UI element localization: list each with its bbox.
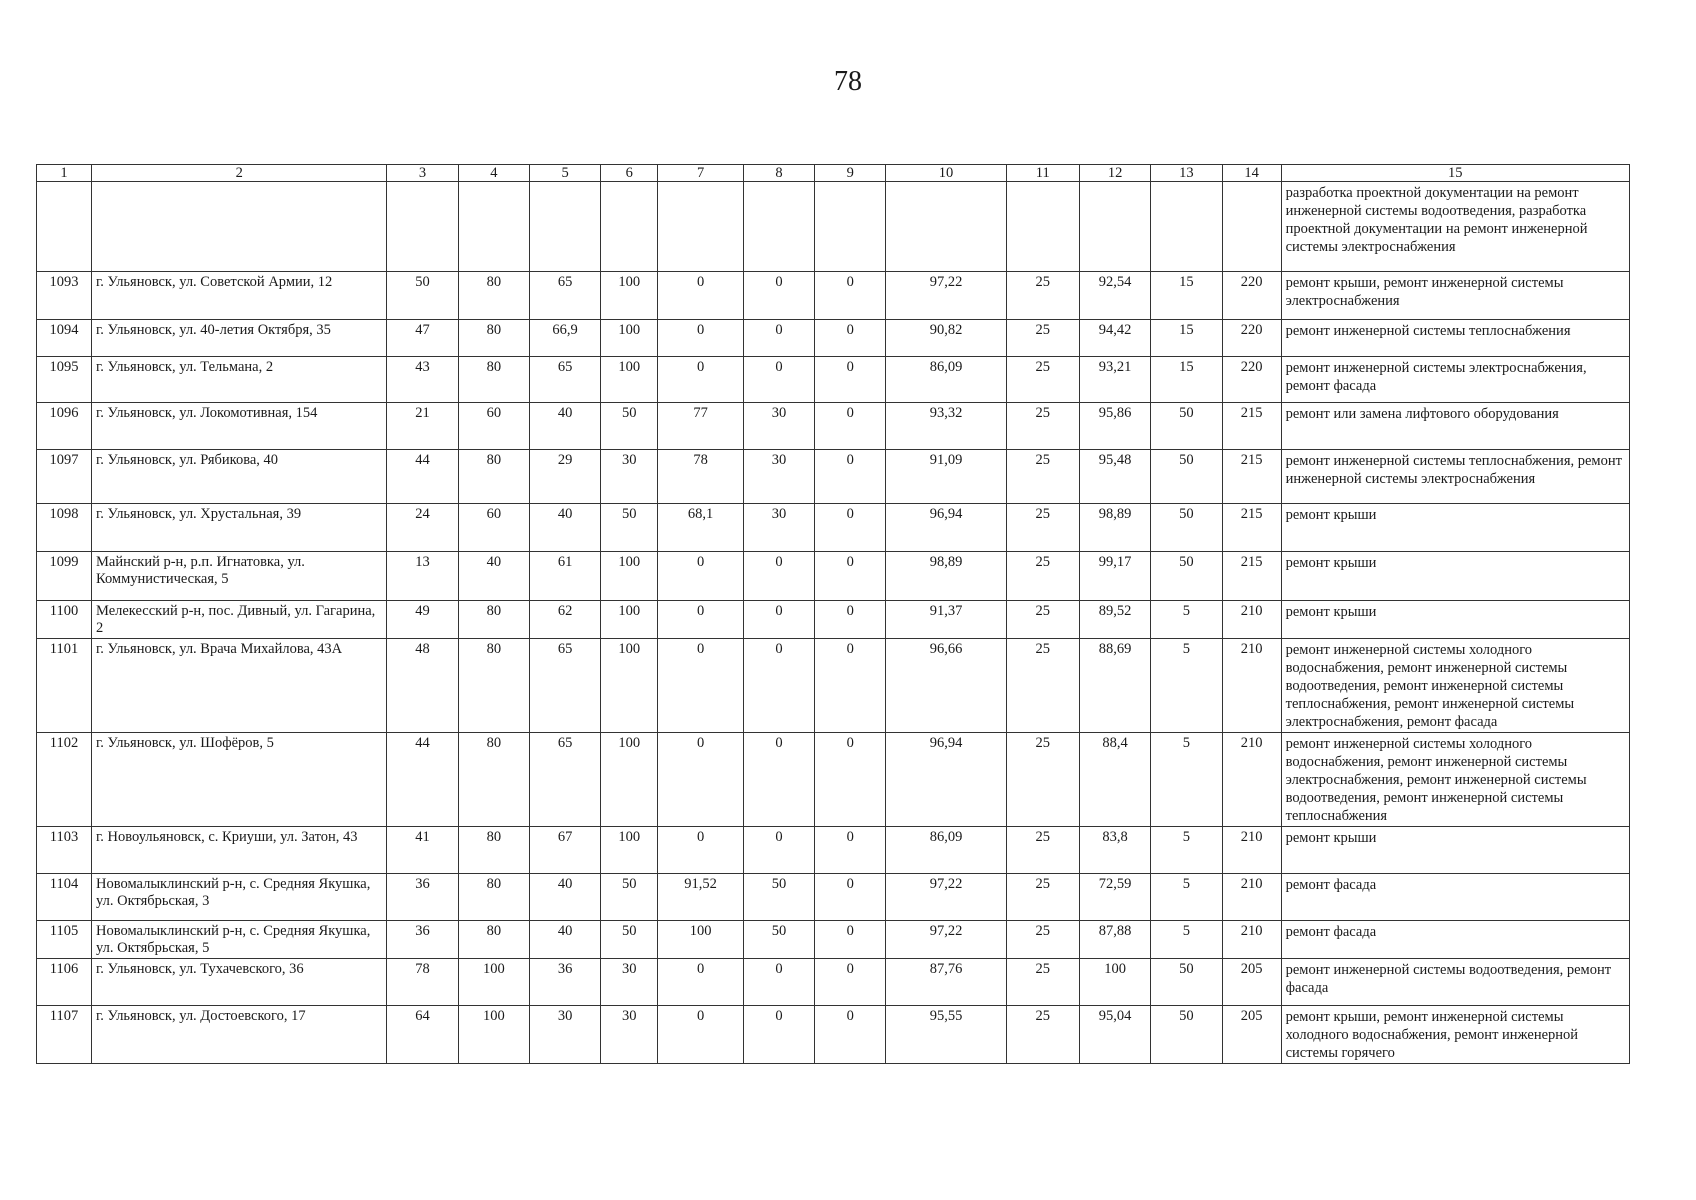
- value-cell: 50: [601, 403, 658, 450]
- value-cell: 210: [1222, 874, 1281, 921]
- value-cell: 5: [1151, 601, 1222, 639]
- value-cell: 210: [1222, 733, 1281, 827]
- value-cell: 0: [658, 601, 744, 639]
- value-cell: 72,59: [1079, 874, 1150, 921]
- address-cell: Майнский р-н, р.п. Игнатовка, ул. Коммунистическая, 5: [92, 552, 387, 601]
- value-cell: 0: [815, 921, 886, 959]
- value-cell: 60: [458, 504, 529, 552]
- value-cell: 0: [815, 320, 886, 357]
- address-cell: г. Ульяновск, ул. Тельмана, 2: [92, 357, 387, 403]
- value-cell: 25: [1006, 874, 1079, 921]
- value-cell: 97,22: [886, 874, 1006, 921]
- value-cell: 0: [815, 959, 886, 1006]
- value-cell: 86,09: [886, 357, 1006, 403]
- value-cell: 48: [387, 639, 458, 733]
- value-cell: [743, 182, 814, 272]
- address-cell: г. Новоульяновск, с. Криуши, ул. Затон, 43: [92, 827, 387, 874]
- row-number-cell: 1095: [37, 357, 92, 403]
- value-cell: 66,9: [529, 320, 600, 357]
- column-header: 7: [658, 165, 744, 182]
- value-cell: 87,88: [1079, 921, 1150, 959]
- row-number-cell: 1097: [37, 450, 92, 504]
- value-cell: 5: [1151, 639, 1222, 733]
- value-cell: 30: [601, 1006, 658, 1064]
- value-cell: [658, 182, 744, 272]
- value-cell: 5: [1151, 921, 1222, 959]
- table-row: [37, 601, 1630, 639]
- value-cell: 67: [529, 827, 600, 874]
- value-cell: 0: [658, 733, 744, 827]
- row-number-cell: 1102: [37, 733, 92, 827]
- value-cell: 80: [458, 357, 529, 403]
- column-header: 3: [387, 165, 458, 182]
- value-cell: 25: [1006, 320, 1079, 357]
- works-cell: ремонт инженерной системы холодного водоснабжения, ремонт инженерной системы водоотведения, ремонт инженерной системы теплоснабжения, ремонт инженерной системы электроснабжения, ремонт фасада: [1281, 639, 1629, 733]
- column-header: 6: [601, 165, 658, 182]
- value-cell: 215: [1222, 504, 1281, 552]
- value-cell: 91,09: [886, 450, 1006, 504]
- value-cell: 40: [529, 921, 600, 959]
- value-cell: 49: [387, 601, 458, 639]
- value-cell: 80: [458, 733, 529, 827]
- value-cell: 0: [658, 1006, 744, 1064]
- column-header: 10: [886, 165, 1006, 182]
- value-cell: 220: [1222, 320, 1281, 357]
- row-number-cell: 1096: [37, 403, 92, 450]
- value-cell: 0: [815, 1006, 886, 1064]
- value-cell: 47: [387, 320, 458, 357]
- table-row: [37, 504, 1630, 552]
- value-cell: 95,55: [886, 1006, 1006, 1064]
- address-cell: г. Ульяновск, ул. Рябикова, 40: [92, 450, 387, 504]
- column-header: 11: [1006, 165, 1079, 182]
- value-cell: [815, 182, 886, 272]
- value-cell: 15: [1151, 320, 1222, 357]
- value-cell: 64: [387, 1006, 458, 1064]
- value-cell: 60: [458, 403, 529, 450]
- value-cell: 0: [743, 959, 814, 1006]
- value-cell: 220: [1222, 272, 1281, 320]
- value-cell: 25: [1006, 921, 1079, 959]
- column-header: 4: [458, 165, 529, 182]
- value-cell: 83,8: [1079, 827, 1150, 874]
- value-cell: 80: [458, 601, 529, 639]
- value-cell: 25: [1006, 504, 1079, 552]
- value-cell: 0: [815, 733, 886, 827]
- works-cell: разработка проектной документации на ремонт инженерной системы водоотведения, разработка проектной документации на ремонт инженерной системы электроснабжения: [1281, 182, 1629, 272]
- value-cell: 210: [1222, 827, 1281, 874]
- address-cell: г. Ульяновск, ул. Врача Михайлова, 43А: [92, 639, 387, 733]
- table-row: [37, 921, 1630, 959]
- value-cell: 0: [815, 601, 886, 639]
- value-cell: 97,22: [886, 272, 1006, 320]
- value-cell: 96,94: [886, 733, 1006, 827]
- value-cell: 220: [1222, 357, 1281, 403]
- value-cell: 80: [458, 827, 529, 874]
- column-header: 2: [92, 165, 387, 182]
- value-cell: 0: [658, 639, 744, 733]
- column-header: 5: [529, 165, 600, 182]
- value-cell: [1222, 182, 1281, 272]
- value-cell: 65: [529, 733, 600, 827]
- value-cell: 100: [601, 357, 658, 403]
- value-cell: [1151, 182, 1222, 272]
- value-cell: 15: [1151, 357, 1222, 403]
- value-cell: 100: [601, 827, 658, 874]
- value-cell: 43: [387, 357, 458, 403]
- value-cell: 24: [387, 504, 458, 552]
- value-cell: 21: [387, 403, 458, 450]
- value-cell: 50: [1151, 1006, 1222, 1064]
- table-row: [37, 639, 1630, 733]
- address-cell: г. Ульяновск, ул. Шофёров, 5: [92, 733, 387, 827]
- value-cell: 0: [815, 874, 886, 921]
- value-cell: 0: [743, 320, 814, 357]
- value-cell: 88,4: [1079, 733, 1150, 827]
- value-cell: 0: [815, 403, 886, 450]
- value-cell: 36: [387, 921, 458, 959]
- value-cell: 50: [1151, 552, 1222, 601]
- value-cell: 0: [743, 1006, 814, 1064]
- address-cell: г. Ульяновск, ул. 40-летия Октября, 35: [92, 320, 387, 357]
- address-cell: Новомалыклинский р-н, с. Средняя Якушка, ул. Октябрьская, 5: [92, 921, 387, 959]
- value-cell: 100: [601, 639, 658, 733]
- value-cell: 98,89: [886, 552, 1006, 601]
- value-cell: [1079, 182, 1150, 272]
- works-cell: ремонт или замена лифтового оборудования: [1281, 403, 1629, 450]
- value-cell: 215: [1222, 552, 1281, 601]
- row-number-cell: 1100: [37, 601, 92, 639]
- row-number-cell: [37, 182, 92, 272]
- value-cell: 0: [743, 827, 814, 874]
- value-cell: 65: [529, 272, 600, 320]
- value-cell: 100: [601, 272, 658, 320]
- value-cell: 94,42: [1079, 320, 1150, 357]
- value-cell: 68,1: [658, 504, 744, 552]
- value-cell: 5: [1151, 733, 1222, 827]
- value-cell: [601, 182, 658, 272]
- column-header: 14: [1222, 165, 1281, 182]
- value-cell: 100: [601, 552, 658, 601]
- value-cell: 61: [529, 552, 600, 601]
- table-row: [37, 874, 1630, 921]
- value-cell: 65: [529, 357, 600, 403]
- works-cell: ремонт крыши, ремонт инженерной системы холодного водоснабжения, ремонт инженерной системы горячего: [1281, 1006, 1629, 1064]
- table-row: [37, 959, 1630, 1006]
- table-row: [37, 733, 1630, 827]
- value-cell: 89,52: [1079, 601, 1150, 639]
- value-cell: 205: [1222, 1006, 1281, 1064]
- table-row: [37, 450, 1630, 504]
- row-number-cell: 1106: [37, 959, 92, 1006]
- value-cell: 30: [601, 450, 658, 504]
- value-cell: 0: [815, 504, 886, 552]
- value-cell: 93,32: [886, 403, 1006, 450]
- address-cell: Новомалыклинский р-н, с. Средняя Якушка, ул. Октябрьская, 3: [92, 874, 387, 921]
- value-cell: 0: [743, 552, 814, 601]
- value-cell: 91,52: [658, 874, 744, 921]
- value-cell: 25: [1006, 272, 1079, 320]
- works-cell: ремонт инженерной системы водоотведения, ремонт фасада: [1281, 959, 1629, 1006]
- registry-table: [36, 164, 1630, 1064]
- value-cell: 25: [1006, 959, 1079, 1006]
- value-cell: 87,76: [886, 959, 1006, 1006]
- value-cell: 78: [658, 450, 744, 504]
- value-cell: 96,66: [886, 639, 1006, 733]
- column-header: 13: [1151, 165, 1222, 182]
- value-cell: [458, 182, 529, 272]
- value-cell: 50: [387, 272, 458, 320]
- row-number-cell: 1103: [37, 827, 92, 874]
- value-cell: 5: [1151, 874, 1222, 921]
- value-cell: [529, 182, 600, 272]
- value-cell: 95,48: [1079, 450, 1150, 504]
- value-cell: 0: [658, 320, 744, 357]
- value-cell: 80: [458, 639, 529, 733]
- value-cell: 0: [743, 601, 814, 639]
- value-cell: 0: [658, 959, 744, 1006]
- address-cell: Мелекесский р-н, пос. Дивный, ул. Гагарина, 2: [92, 601, 387, 639]
- table-row: [37, 552, 1630, 601]
- value-cell: 205: [1222, 959, 1281, 1006]
- value-cell: 65: [529, 639, 600, 733]
- value-cell: 13: [387, 552, 458, 601]
- value-cell: 25: [1006, 601, 1079, 639]
- value-cell: 100: [458, 1006, 529, 1064]
- value-cell: 25: [1006, 827, 1079, 874]
- value-cell: 100: [601, 733, 658, 827]
- value-cell: 80: [458, 921, 529, 959]
- value-cell: 40: [529, 504, 600, 552]
- value-cell: [886, 182, 1006, 272]
- value-cell: 44: [387, 450, 458, 504]
- works-cell: ремонт фасада: [1281, 874, 1629, 921]
- value-cell: 78: [387, 959, 458, 1006]
- value-cell: 97,22: [886, 921, 1006, 959]
- value-cell: 40: [529, 874, 600, 921]
- value-cell: [1006, 182, 1079, 272]
- page-number: 78: [834, 66, 862, 97]
- row-number-cell: 1098: [37, 504, 92, 552]
- works-cell: ремонт крыши: [1281, 504, 1629, 552]
- value-cell: 95,86: [1079, 403, 1150, 450]
- value-cell: 100: [658, 921, 744, 959]
- value-cell: 25: [1006, 357, 1079, 403]
- address-cell: г. Ульяновск, ул. Локомотивная, 154: [92, 403, 387, 450]
- value-cell: [387, 182, 458, 272]
- column-header: 8: [743, 165, 814, 182]
- value-cell: 5: [1151, 827, 1222, 874]
- value-cell: 0: [658, 272, 744, 320]
- value-cell: 0: [815, 450, 886, 504]
- value-cell: 25: [1006, 403, 1079, 450]
- row-number-cell: 1094: [37, 320, 92, 357]
- value-cell: 215: [1222, 450, 1281, 504]
- column-header: 15: [1281, 165, 1629, 182]
- value-cell: 100: [458, 959, 529, 1006]
- value-cell: 44: [387, 733, 458, 827]
- value-cell: 80: [458, 320, 529, 357]
- value-cell: 25: [1006, 552, 1079, 601]
- works-cell: ремонт крыши: [1281, 552, 1629, 601]
- value-cell: 80: [458, 450, 529, 504]
- value-cell: 86,09: [886, 827, 1006, 874]
- value-cell: 41: [387, 827, 458, 874]
- works-cell: ремонт инженерной системы холодного водоснабжения, ремонт инженерной системы электроснабжения, ремонт инженерной системы водоотведения, ремонт инженерной системы теплоснабжения: [1281, 733, 1629, 827]
- value-cell: 30: [601, 959, 658, 1006]
- value-cell: 0: [743, 733, 814, 827]
- value-cell: 93,21: [1079, 357, 1150, 403]
- value-cell: 25: [1006, 450, 1079, 504]
- value-cell: 0: [815, 639, 886, 733]
- value-cell: 210: [1222, 601, 1281, 639]
- address-cell: [92, 182, 387, 272]
- column-header: 12: [1079, 165, 1150, 182]
- row-number-cell: 1093: [37, 272, 92, 320]
- value-cell: 62: [529, 601, 600, 639]
- row-number-cell: 1104: [37, 874, 92, 921]
- value-cell: 0: [743, 272, 814, 320]
- value-cell: 25: [1006, 1006, 1079, 1064]
- value-cell: 40: [458, 552, 529, 601]
- value-cell: 0: [743, 639, 814, 733]
- row-number-cell: 1101: [37, 639, 92, 733]
- row-number-cell: 1107: [37, 1006, 92, 1064]
- table-row: [37, 403, 1630, 450]
- value-cell: 0: [658, 357, 744, 403]
- value-cell: 80: [458, 272, 529, 320]
- table-row: [37, 357, 1630, 403]
- value-cell: 0: [743, 357, 814, 403]
- value-cell: 0: [815, 827, 886, 874]
- value-cell: 0: [815, 357, 886, 403]
- value-cell: 210: [1222, 639, 1281, 733]
- value-cell: 0: [658, 552, 744, 601]
- table-row: [37, 182, 1630, 272]
- value-cell: 29: [529, 450, 600, 504]
- value-cell: 95,04: [1079, 1006, 1150, 1064]
- address-cell: г. Ульяновск, ул. Хрустальная, 39: [92, 504, 387, 552]
- value-cell: 15: [1151, 272, 1222, 320]
- value-cell: 50: [1151, 450, 1222, 504]
- value-cell: 50: [1151, 504, 1222, 552]
- value-cell: 88,69: [1079, 639, 1150, 733]
- value-cell: 77: [658, 403, 744, 450]
- value-cell: 80: [458, 874, 529, 921]
- value-cell: 50: [1151, 959, 1222, 1006]
- address-cell: г. Ульяновск, ул. Достоевского, 17: [92, 1006, 387, 1064]
- table-row: [37, 272, 1630, 320]
- value-cell: 100: [601, 320, 658, 357]
- value-cell: 98,89: [1079, 504, 1150, 552]
- value-cell: 30: [743, 403, 814, 450]
- works-cell: ремонт инженерной системы теплоснабжения: [1281, 320, 1629, 357]
- row-number-cell: 1105: [37, 921, 92, 959]
- column-header: 1: [37, 165, 92, 182]
- value-cell: 50: [743, 921, 814, 959]
- value-cell: 40: [529, 403, 600, 450]
- value-cell: 50: [601, 921, 658, 959]
- table-body: [37, 182, 1630, 1064]
- works-cell: ремонт крыши: [1281, 827, 1629, 874]
- value-cell: 25: [1006, 733, 1079, 827]
- value-cell: 210: [1222, 921, 1281, 959]
- value-cell: 50: [743, 874, 814, 921]
- value-cell: 36: [387, 874, 458, 921]
- value-cell: 30: [743, 450, 814, 504]
- works-cell: ремонт фасада: [1281, 921, 1629, 959]
- value-cell: 0: [815, 552, 886, 601]
- value-cell: 0: [658, 827, 744, 874]
- value-cell: 36: [529, 959, 600, 1006]
- value-cell: 215: [1222, 403, 1281, 450]
- value-cell: 92,54: [1079, 272, 1150, 320]
- value-cell: 99,17: [1079, 552, 1150, 601]
- value-cell: 30: [529, 1006, 600, 1064]
- value-cell: 50: [1151, 403, 1222, 450]
- table-row: [37, 320, 1630, 357]
- row-number-cell: 1099: [37, 552, 92, 601]
- table-row: [37, 1006, 1630, 1064]
- value-cell: 25: [1006, 639, 1079, 733]
- table-row: [37, 827, 1630, 874]
- value-cell: 50: [601, 504, 658, 552]
- value-cell: 30: [743, 504, 814, 552]
- works-cell: ремонт инженерной системы электроснабжения, ремонт фасада: [1281, 357, 1629, 403]
- address-cell: г. Ульяновск, ул. Советской Армии, 12: [92, 272, 387, 320]
- value-cell: 96,94: [886, 504, 1006, 552]
- value-cell: 50: [601, 874, 658, 921]
- column-header: 9: [815, 165, 886, 182]
- works-cell: ремонт крыши, ремонт инженерной системы электроснабжения: [1281, 272, 1629, 320]
- header-row: [37, 165, 1630, 182]
- value-cell: 100: [601, 601, 658, 639]
- value-cell: 100: [1079, 959, 1150, 1006]
- works-cell: ремонт инженерной системы теплоснабжения, ремонт инженерной системы электроснабжения: [1281, 450, 1629, 504]
- address-cell: г. Ульяновск, ул. Тухачевского, 36: [92, 959, 387, 1006]
- value-cell: 0: [815, 272, 886, 320]
- value-cell: 91,37: [886, 601, 1006, 639]
- works-cell: ремонт крыши: [1281, 601, 1629, 639]
- value-cell: 90,82: [886, 320, 1006, 357]
